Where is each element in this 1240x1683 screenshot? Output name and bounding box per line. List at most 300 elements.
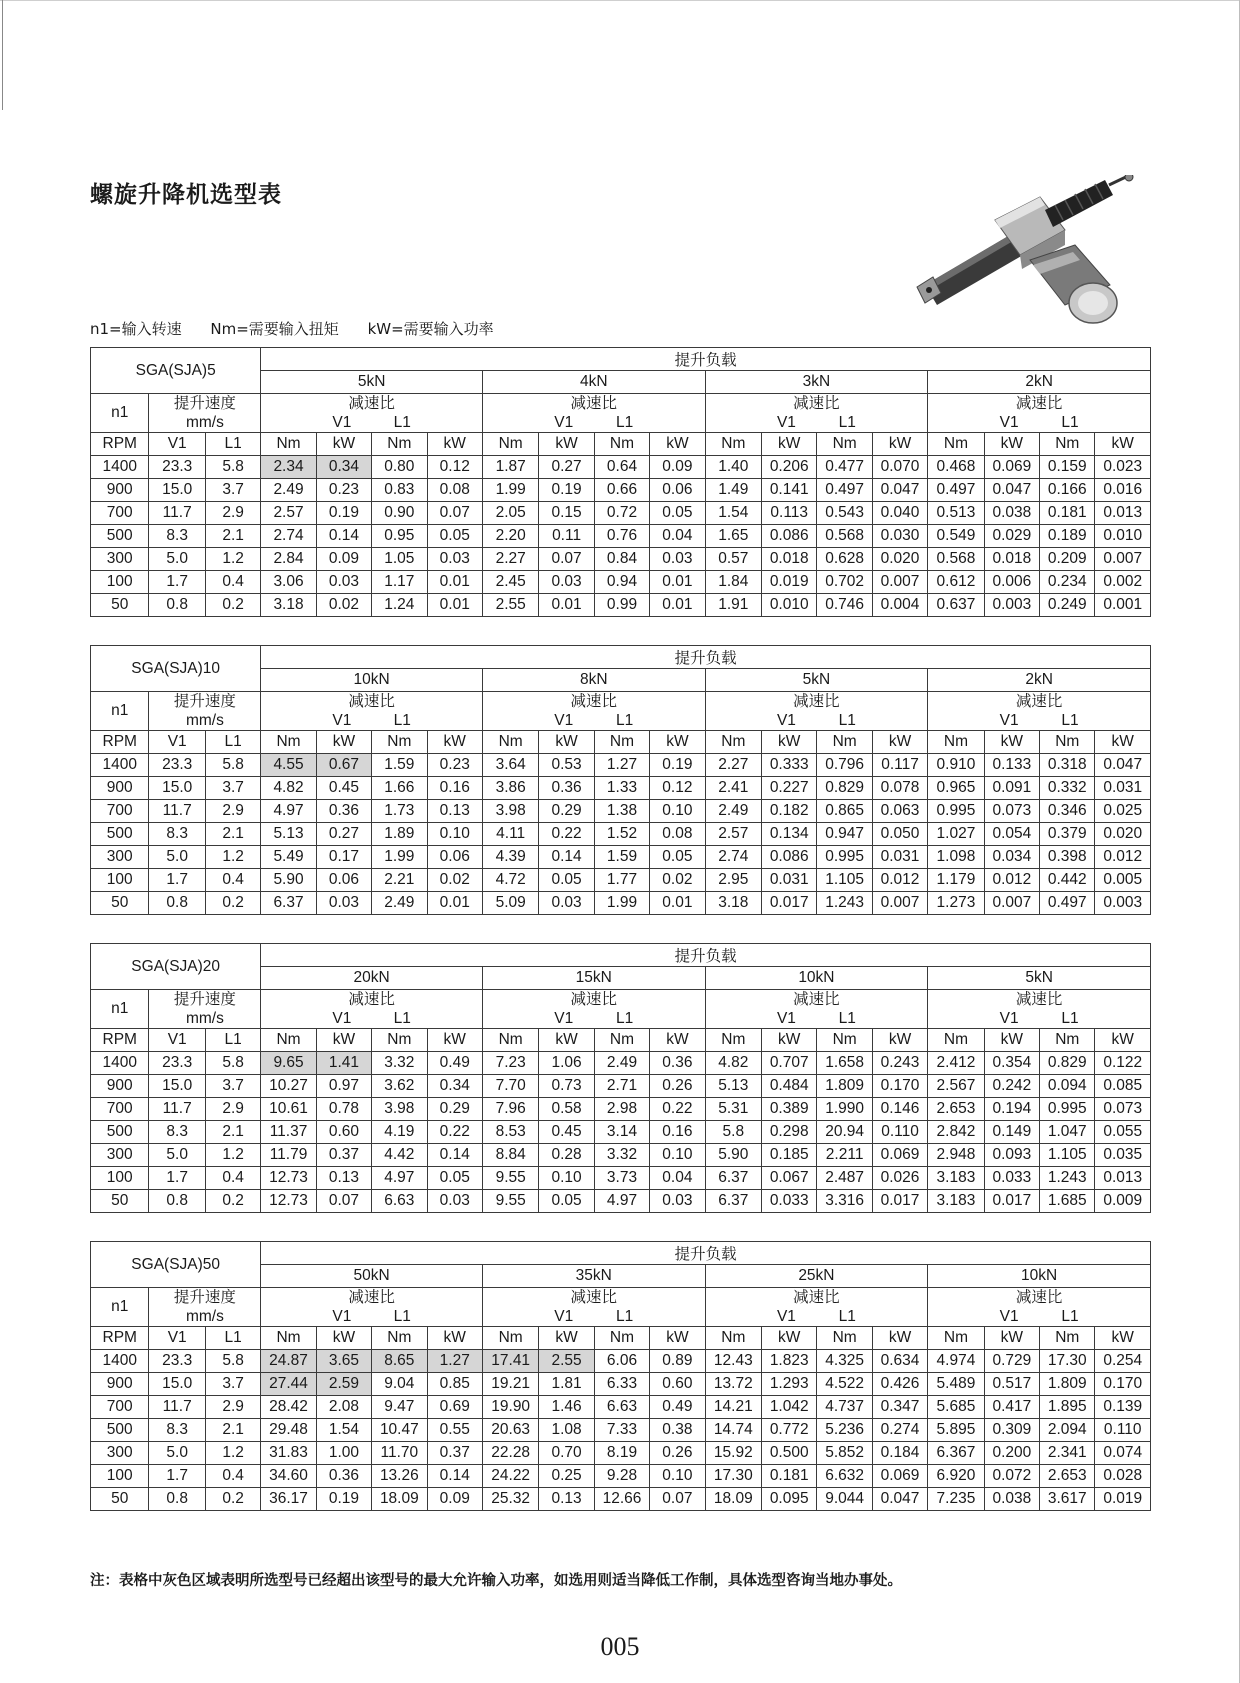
table-cell: 15.0 [149, 777, 205, 800]
table-cell: 0.007 [1095, 548, 1151, 571]
table-cell: 2.9 [205, 1396, 260, 1419]
table-cell: 0.023 [1095, 456, 1151, 479]
table-cell: 700 [91, 1396, 149, 1419]
table-cell: 500 [91, 823, 149, 846]
ratio-variants [483, 1009, 705, 1028]
table-cell: 0.45 [539, 1121, 594, 1144]
ratio-header [482, 1288, 705, 1327]
table-cell: 0.026 [872, 1167, 927, 1190]
table-cell: 0.047 [872, 1488, 927, 1511]
selection-tables [90, 347, 1151, 1539]
table-cell: 1.895 [1040, 1396, 1095, 1419]
table-cell: 0.14 [427, 1144, 482, 1167]
table-cell: 0.34 [316, 456, 371, 479]
table-cell: 0.01 [427, 892, 482, 915]
l1-label: L1 [393, 712, 411, 729]
table-cell: 0.346 [1040, 800, 1095, 823]
table-cell: 5.8 [705, 1121, 761, 1144]
table-cell: 2.653 [1040, 1465, 1095, 1488]
nm-header: Nm [1040, 433, 1095, 456]
table-cell: 2.487 [817, 1167, 872, 1190]
l1-label: L1 [838, 712, 856, 729]
table-cell: 12.73 [261, 1190, 316, 1213]
table-row [91, 754, 1151, 777]
table-cell: 1.2 [205, 548, 260, 571]
nm-header: Nm [482, 1029, 538, 1052]
table-cell: 10.47 [372, 1419, 427, 1442]
l1-label: L1 [615, 712, 634, 729]
kw-header: kW [316, 1029, 371, 1052]
table-cell: 2.412 [928, 1052, 984, 1075]
table-cell: 18.09 [372, 1488, 427, 1511]
ratio-label: 减速比 [348, 1289, 395, 1306]
table-row [91, 1419, 1151, 1442]
nm-header: Nm [372, 731, 427, 754]
table-cell: 0.26 [650, 1075, 705, 1098]
load-header: 2kN [928, 371, 1151, 394]
v1-label: V1 [332, 1308, 352, 1325]
l1-label: L1 [838, 1010, 856, 1027]
table-cell: 5.236 [817, 1419, 872, 1442]
table-cell: 300 [91, 1442, 149, 1465]
table-cell: 0.012 [984, 869, 1039, 892]
table-cell: 1.179 [928, 869, 984, 892]
table-cell: 1.047 [1040, 1121, 1095, 1144]
rpm-header: RPM [91, 731, 149, 754]
table-cell: 1.2 [205, 846, 260, 869]
table-cell: 1.08 [539, 1419, 594, 1442]
table-cell: 1.54 [705, 502, 761, 525]
table-cell: 1.658 [817, 1052, 872, 1075]
ratio-label: 减速比 [348, 693, 395, 710]
table-cell: 0.06 [427, 846, 482, 869]
table-cell: 0.72 [594, 502, 649, 525]
speed-label: 提升速度 [173, 991, 236, 1008]
table-cell: 0.04 [650, 525, 705, 548]
table-cell: 0.185 [762, 1144, 817, 1167]
table-cell: 0.60 [650, 1373, 705, 1396]
nm-header: Nm [705, 1029, 761, 1052]
nm-header: Nm [817, 731, 872, 754]
v1-label: V1 [776, 1010, 796, 1027]
v1-label: V1 [776, 712, 796, 729]
l1-label: L1 [615, 414, 634, 431]
load-header: 25kN [705, 1265, 928, 1288]
table-cell: 0.612 [928, 571, 984, 594]
table-cell: 1.809 [817, 1075, 872, 1098]
table-cell: 2.21 [372, 869, 427, 892]
table-cell: 5.8 [205, 1350, 260, 1373]
table-cell: 0.865 [817, 800, 872, 823]
ratio-label: 减速比 [348, 395, 395, 412]
table-cell: 0.637 [928, 594, 984, 617]
table-cell: 700 [91, 1098, 149, 1121]
table-cell: 8.65 [372, 1350, 427, 1373]
table-cell: 1.05 [372, 548, 427, 571]
table-cell: 0.8 [149, 1190, 205, 1213]
ratio-label: 减速比 [793, 395, 840, 412]
table-cell: 0.543 [817, 502, 872, 525]
table-cell: 0.03 [316, 892, 371, 915]
table-cell: 0.063 [872, 800, 927, 823]
table-cell: 0.091 [984, 777, 1039, 800]
load-header: 2kN [928, 669, 1151, 692]
table-cell: 1.24 [372, 594, 427, 617]
ratio-label: 减速比 [793, 991, 840, 1008]
rpm-header: RPM [91, 1029, 149, 1052]
table-cell: 0.76 [594, 525, 649, 548]
table-cell: 2.094 [1040, 1419, 1095, 1442]
table-cell: 0.36 [539, 777, 594, 800]
table-cell: 1.823 [762, 1350, 817, 1373]
table-cell: 0.055 [1095, 1121, 1151, 1144]
table-cell: 1.00 [316, 1442, 371, 1465]
table-cell: 25.32 [482, 1488, 538, 1511]
n1-header: n1 [91, 394, 149, 433]
load-header: 10kN [705, 967, 928, 990]
table-cell: 0.234 [1040, 571, 1095, 594]
kw-header: kW [762, 731, 817, 754]
table-cell: 14.21 [705, 1396, 761, 1419]
table-cell: 0.19 [539, 479, 594, 502]
table-cell: 6.37 [261, 892, 316, 915]
table-cell: 3.316 [817, 1190, 872, 1213]
v1-label: V1 [332, 712, 352, 729]
table-cell: 9.65 [261, 1052, 316, 1075]
speed-label: 提升速度 [173, 395, 236, 412]
table-cell: 0.19 [650, 754, 705, 777]
table-cell: 29.48 [261, 1419, 316, 1442]
table-cell: 1.77 [594, 869, 649, 892]
l1-label: L1 [1061, 1010, 1079, 1027]
table-cell: 0.243 [872, 1052, 927, 1075]
kw-header: kW [984, 433, 1039, 456]
ratio-variants [483, 413, 705, 432]
table-cell: 3.18 [261, 594, 316, 617]
table-cell: 0.047 [872, 479, 927, 502]
table-cell: 0.8 [149, 1488, 205, 1511]
table-cell: 5.8 [205, 754, 260, 777]
table-cell: 0.15 [539, 502, 594, 525]
kw-header: kW [427, 433, 482, 456]
table-cell: 5.0 [149, 548, 205, 571]
kw-header: kW [650, 731, 705, 754]
table-cell: 0.01 [650, 594, 705, 617]
table-cell: 0.4 [205, 571, 260, 594]
table-cell: 0.36 [650, 1052, 705, 1075]
table-cell: 0.094 [1040, 1075, 1095, 1098]
ratio-label: 减速比 [1015, 991, 1063, 1008]
table-cell: 34.60 [261, 1465, 316, 1488]
table-cell: 2.9 [205, 502, 260, 525]
table-cell: 0.249 [1040, 594, 1095, 617]
l1-unit-header: L1 [205, 1327, 260, 1350]
nm-header: Nm [705, 1327, 761, 1350]
load-header: 20kN [261, 967, 483, 990]
table-cell: 2.55 [539, 1350, 594, 1373]
table-cell: 1.105 [1040, 1144, 1095, 1167]
table-cell: 5.0 [149, 1442, 205, 1465]
table-row [91, 1350, 1151, 1373]
table-cell: 28.42 [261, 1396, 316, 1419]
table-cell: 3.183 [928, 1190, 984, 1213]
table-cell: 0.23 [316, 479, 371, 502]
table-cell: 0.57 [705, 548, 761, 571]
table-cell: 0.37 [316, 1144, 371, 1167]
table-cell: 1.27 [427, 1350, 482, 1373]
table-cell: 0.17 [316, 846, 371, 869]
table-cell: 1.2 [205, 1144, 260, 1167]
table-row [91, 800, 1151, 823]
table-cell: 0.159 [1040, 456, 1095, 479]
load-header: 5kN [261, 371, 483, 394]
table-cell: 0.149 [984, 1121, 1039, 1144]
table-cell: 2.84 [261, 548, 316, 571]
speed-header [149, 990, 261, 1029]
table-cell: 2.49 [372, 892, 427, 915]
table-cell: 9.55 [482, 1190, 538, 1213]
table-cell: 0.69 [427, 1396, 482, 1419]
table-cell: 0.497 [928, 479, 984, 502]
table-cell: 1.81 [539, 1373, 594, 1396]
table-cell: 4.97 [261, 800, 316, 823]
table-cell: 0.70 [539, 1442, 594, 1465]
table-cell: 12.43 [705, 1350, 761, 1373]
table-cell: 0.568 [817, 525, 872, 548]
ratio-label: 减速比 [348, 991, 395, 1008]
table-cell: 0.12 [427, 456, 482, 479]
ratio-header [705, 692, 928, 731]
kw-header: kW [316, 433, 371, 456]
table-cell: 0.03 [427, 1190, 482, 1213]
table-cell: 0.36 [316, 800, 371, 823]
table-cell: 0.49 [427, 1052, 482, 1075]
kw-header: kW [539, 1327, 594, 1350]
kw-header: kW [1095, 433, 1151, 456]
table-cell: 0.01 [427, 594, 482, 617]
table-cell: 0.030 [872, 525, 927, 548]
table-cell: 20.94 [817, 1121, 872, 1144]
table-cell: 50 [91, 1190, 149, 1213]
table-cell: 50 [91, 594, 149, 617]
table-cell: 2.49 [705, 800, 761, 823]
table-cell: 0.110 [1095, 1419, 1151, 1442]
table-cell: 0.117 [872, 754, 927, 777]
table-cell: 14.74 [705, 1419, 761, 1442]
table-cell: 0.07 [650, 1488, 705, 1511]
table-cell: 1.27 [594, 754, 649, 777]
table-cell: 0.013 [1095, 502, 1151, 525]
ratio-header [928, 1288, 1151, 1327]
table-cell: 0.53 [539, 754, 594, 777]
table-cell: 0.829 [817, 777, 872, 800]
kw-header: kW [984, 731, 1039, 754]
table-cell: 2.34 [261, 456, 316, 479]
table-cell: 4.82 [261, 777, 316, 800]
table-row [91, 846, 1151, 869]
table-cell: 0.02 [650, 869, 705, 892]
table-cell: 0.707 [762, 1052, 817, 1075]
v1-label: V1 [554, 712, 574, 729]
table-cell: 100 [91, 1465, 149, 1488]
table-cell: 0.702 [817, 571, 872, 594]
table-cell: 0.05 [539, 869, 594, 892]
table-cell: 0.60 [316, 1121, 371, 1144]
table-cell: 0.01 [427, 571, 482, 594]
l1-label: L1 [615, 1308, 634, 1325]
table-cell: 2.74 [261, 525, 316, 548]
speed-unit: mm/s [185, 414, 224, 431]
table-cell: 12.73 [261, 1167, 316, 1190]
table-cell: 2.55 [482, 594, 538, 617]
table-cell: 6.63 [594, 1396, 649, 1419]
table-cell: 0.003 [984, 594, 1039, 617]
table-cell: 0.49 [650, 1396, 705, 1419]
table-cell: 27.44 [261, 1373, 316, 1396]
table-cell: 24.22 [482, 1465, 538, 1488]
table-cell: 2.27 [482, 548, 538, 571]
load-header: 3kN [705, 371, 928, 394]
kw-header: kW [872, 433, 927, 456]
table-cell: 3.86 [482, 777, 538, 800]
table-cell: 2.567 [928, 1075, 984, 1098]
table-cell: 0.06 [650, 479, 705, 502]
table-cell: 0.067 [762, 1167, 817, 1190]
ratio-header [482, 990, 705, 1029]
v1-label: V1 [332, 1010, 352, 1027]
table-cell: 1.809 [1040, 1373, 1095, 1396]
table-cell: 1.7 [149, 869, 205, 892]
page-title: 螺旋升降机选型表 [90, 182, 282, 208]
rpm-header: RPM [91, 1327, 149, 1350]
table-cell: 2.211 [817, 1144, 872, 1167]
kw-header: kW [316, 1327, 371, 1350]
kw-header: kW [539, 1029, 594, 1052]
ratio-variants [261, 1009, 482, 1028]
table-cell: 2.59 [316, 1373, 371, 1396]
table-cell: 0.83 [372, 479, 427, 502]
table-cell: 1.99 [594, 892, 649, 915]
ratio-header [928, 990, 1151, 1029]
table-cell: 5.49 [261, 846, 316, 869]
ratio-header [482, 394, 705, 433]
table-cell: 0.141 [762, 479, 817, 502]
table-row [91, 1488, 1151, 1511]
table-cell: 0.033 [984, 1167, 1039, 1190]
ratio-label: 减速比 [1015, 693, 1063, 710]
table-cell: 2.49 [594, 1052, 649, 1075]
table-cell: 0.497 [1040, 892, 1095, 915]
ratio-variants [483, 1307, 705, 1326]
table-cell: 0.468 [928, 456, 984, 479]
table-cell: 0.093 [984, 1144, 1039, 1167]
selection-table [90, 1241, 1151, 1511]
table-cell: 3.65 [316, 1350, 371, 1373]
l1-unit-header: L1 [205, 1029, 260, 1052]
table-cell: 0.209 [1040, 548, 1095, 571]
table-cell: 0.07 [427, 502, 482, 525]
ratio-label: 减速比 [793, 693, 840, 710]
table-cell: 0.2 [205, 1488, 260, 1511]
table-cell: 0.007 [872, 892, 927, 915]
v1-label: V1 [776, 1308, 796, 1325]
table-cell: 1.273 [928, 892, 984, 915]
speed-header [149, 692, 261, 731]
table-cell: 15.0 [149, 479, 205, 502]
table-cell: 0.772 [762, 1419, 817, 1442]
table-cell: 6.37 [705, 1167, 761, 1190]
table-cell: 11.7 [149, 1396, 205, 1419]
table-cell: 5.09 [482, 892, 538, 915]
table-cell: 5.8 [205, 1052, 260, 1075]
speed-unit: mm/s [185, 712, 224, 729]
table-cell: 0.29 [539, 800, 594, 823]
table-cell: 0.73 [539, 1075, 594, 1098]
lift-load-header: 提升负载 [261, 348, 1151, 371]
table-cell: 2.842 [928, 1121, 984, 1144]
selection-table [90, 943, 1151, 1213]
table-cell: 0.031 [1095, 777, 1151, 800]
table-cell: 11.7 [149, 502, 205, 525]
table-cell: 2.08 [316, 1396, 371, 1419]
kw-header: kW [427, 1029, 482, 1052]
table-cell: 1400 [91, 1350, 149, 1373]
table-row [91, 892, 1151, 915]
load-header: 50kN [261, 1265, 483, 1288]
table-cell: 0.910 [928, 754, 984, 777]
table-cell: 1.2 [205, 1442, 260, 1465]
table-cell: 1.41 [316, 1052, 371, 1075]
table-cell: 0.017 [762, 892, 817, 915]
table-cell: 0.085 [1095, 1075, 1151, 1098]
kw-header: kW [872, 731, 927, 754]
table-cell: 17.41 [482, 1350, 538, 1373]
table-cell: 0.85 [427, 1373, 482, 1396]
table-cell: 3.7 [205, 777, 260, 800]
table-cell: 2.1 [205, 1419, 260, 1442]
table-cell: 0.549 [928, 525, 984, 548]
ratio-label: 减速比 [570, 991, 618, 1008]
table-cell: 0.318 [1040, 754, 1095, 777]
table-cell: 4.737 [817, 1396, 872, 1419]
table-cell: 0.035 [1095, 1144, 1151, 1167]
table-cell: 0.298 [762, 1121, 817, 1144]
table-cell: 0.2 [205, 1190, 260, 1213]
nm-header: Nm [594, 731, 649, 754]
nm-header: Nm [1040, 731, 1095, 754]
table-cell: 0.22 [427, 1121, 482, 1144]
legend-kw: kW=需要输入功率 [367, 320, 494, 338]
table-cell: 4.97 [372, 1167, 427, 1190]
ratio-header [261, 990, 483, 1029]
table-cell: 1400 [91, 456, 149, 479]
table-cell: 9.55 [482, 1167, 538, 1190]
table-cell: 0.012 [872, 869, 927, 892]
table-cell: 0.10 [650, 1465, 705, 1488]
table-cell: 0.012 [1095, 846, 1151, 869]
table-cell: 2.1 [205, 525, 260, 548]
table-cell: 2.45 [482, 571, 538, 594]
table-cell: 0.07 [539, 548, 594, 571]
table-cell: 2.95 [705, 869, 761, 892]
selection-table [90, 645, 1151, 915]
table-cell: 0.018 [762, 548, 817, 571]
table-cell: 0.04 [650, 1167, 705, 1190]
table-cell: 5.90 [705, 1144, 761, 1167]
table-cell: 0.05 [650, 846, 705, 869]
table-cell: 0.09 [316, 548, 371, 571]
table-row [91, 548, 1151, 571]
